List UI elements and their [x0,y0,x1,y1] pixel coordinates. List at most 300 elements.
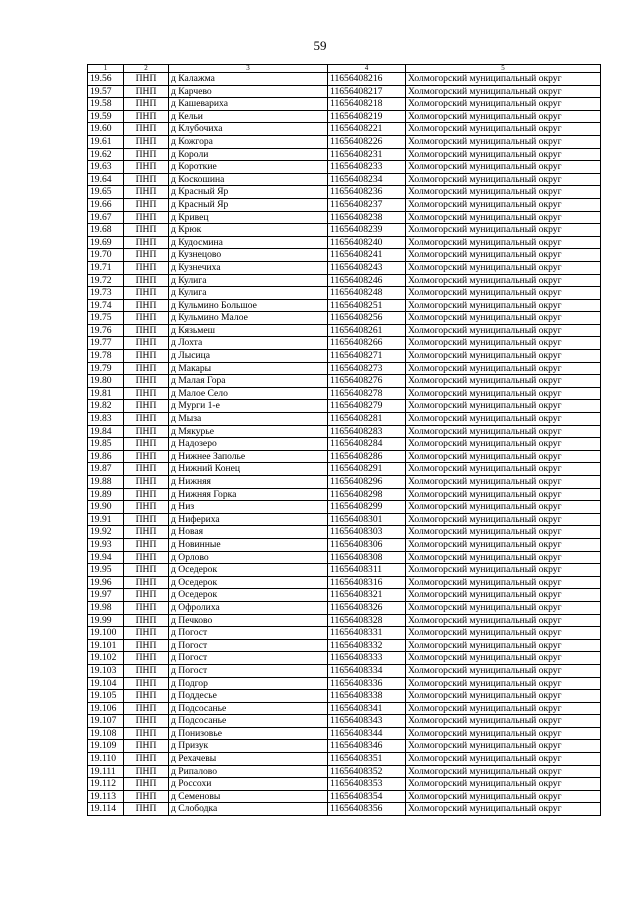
municipal-district-cell: Холмогорский муниципальный округ [406,727,601,740]
table-row [88,186,601,199]
settlement-type-cell: ПНП [124,400,169,413]
settlement-name-cell: д Подсосанье [169,715,328,728]
table-row [88,123,601,136]
table-row [88,652,601,665]
settlement-name-cell: д Оседерок [169,576,328,589]
settlement-type-cell: ПНП [124,110,169,123]
settlement-type-cell: ПНП [124,211,169,224]
settlement-name-cell: д Кашевариха [169,98,328,111]
settlement-type-cell: ПНП [124,123,169,136]
municipal-district-cell: Холмогорский муниципальный округ [406,186,601,199]
settlement-name-cell: д Кулига [169,287,328,300]
municipal-district-cell: Холмогорский муниципальный округ [406,261,601,274]
table-row [88,85,601,98]
settlement-name-cell: д Коскошина [169,173,328,186]
row-number-cell: 19.70 [88,249,124,262]
settlement-type-cell: ПНП [124,98,169,111]
settlement-type-cell: ПНП [124,261,169,274]
row-number-cell: 19.73 [88,287,124,300]
row-number-cell: 19.110 [88,753,124,766]
settlement-name-cell: д Рехачевы [169,753,328,766]
settlement-name-cell: д Семеновы [169,790,328,803]
row-number-cell: 19.74 [88,299,124,312]
municipal-district-cell: Холмогорский муниципальный округ [406,85,601,98]
row-number-cell: 19.63 [88,161,124,174]
oktmo-code-cell: 11656408266 [328,337,406,350]
table-row [88,589,601,602]
settlement-type-cell: ПНП [124,740,169,753]
table-row [88,702,601,715]
oktmo-code-cell: 11656408278 [328,387,406,400]
settlement-type-cell: ПНП [124,488,169,501]
settlement-name-cell: д Калажма [169,73,328,86]
table-row [88,576,601,589]
settlement-type-cell: ПНП [124,753,169,766]
table-row [88,450,601,463]
row-number-cell: 19.75 [88,312,124,325]
settlement-type-cell: ПНП [124,576,169,589]
municipal-district-cell: Холмогорский муниципальный округ [406,476,601,489]
settlement-type-cell: ПНП [124,425,169,438]
row-number-cell: 19.76 [88,324,124,337]
table-row [88,211,601,224]
settlement-name-cell: д Кульмино Большое [169,299,328,312]
table-row [88,73,601,86]
settlement-type-cell: ПНП [124,501,169,514]
settlement-type-cell: ПНП [124,299,169,312]
table-row [88,362,601,375]
table-row [88,261,601,274]
row-number-cell: 19.106 [88,702,124,715]
table-row [88,98,601,111]
municipal-district-cell: Холмогорский муниципальный округ [406,110,601,123]
settlement-name-cell: д Мурги 1-е [169,400,328,413]
oktmo-code-cell: 11656408239 [328,224,406,237]
oktmo-code-cell: 11656408238 [328,211,406,224]
table-row [88,690,601,703]
settlement-type-cell: ПНП [124,551,169,564]
oktmo-code-cell: 11656408356 [328,803,406,816]
table-row [88,463,601,476]
settlement-name-cell: д Лысица [169,350,328,363]
municipal-district-cell: Холмогорский муниципальный округ [406,287,601,300]
settlement-name-cell: д Карчево [169,85,328,98]
row-number-cell: 19.66 [88,198,124,211]
settlement-type-cell: ПНП [124,186,169,199]
row-number-cell: 19.61 [88,135,124,148]
settlement-name-cell: д Печково [169,614,328,627]
settlement-type-cell: ПНП [124,249,169,262]
row-number-cell: 19.69 [88,236,124,249]
settlement-name-cell: д Новинные [169,538,328,551]
settlement-type-cell: ПНП [124,765,169,778]
table-row [88,601,601,614]
oktmo-code-cell: 11656408241 [328,249,406,262]
oktmo-code-cell: 11656408334 [328,664,406,677]
row-number-cell: 19.86 [88,450,124,463]
settlement-type-cell: ПНП [124,287,169,300]
oktmo-code-cell: 11656408306 [328,538,406,551]
oktmo-code-cell: 11656408301 [328,513,406,526]
oktmo-code-cell: 11656408303 [328,526,406,539]
table-row [88,375,601,388]
table-row [88,664,601,677]
oktmo-code-cell: 11656408341 [328,702,406,715]
municipal-district-cell: Холмогорский муниципальный округ [406,702,601,715]
settlement-name-cell: д Мякурье [169,425,328,438]
settlement-name-cell: д Клубочиха [169,123,328,136]
column-number: 3 [169,65,328,73]
municipal-district-cell: Холмогорский муниципальный округ [406,337,601,350]
municipal-district-cell: Холмогорский муниципальный округ [406,463,601,476]
oktmo-code-cell: 11656408343 [328,715,406,728]
table-row [88,727,601,740]
row-number-cell: 19.111 [88,765,124,778]
settlement-type-cell: ПНП [124,387,169,400]
row-number-cell: 19.113 [88,790,124,803]
settlement-name-cell: д Малая Гора [169,375,328,388]
municipal-district-cell: Холмогорский муниципальный округ [406,236,601,249]
row-number-cell: 19.90 [88,501,124,514]
table-row [88,677,601,690]
oktmo-code-cell: 11656408281 [328,413,406,426]
table-row [88,198,601,211]
row-number-cell: 19.104 [88,677,124,690]
oktmo-code-cell: 11656408261 [328,324,406,337]
row-number-cell: 19.87 [88,463,124,476]
oktmo-code-cell: 11656408256 [328,312,406,325]
oktmo-code-cell: 11656408331 [328,627,406,640]
oktmo-code-cell: 11656408240 [328,236,406,249]
municipal-district-cell: Холмогорский муниципальный округ [406,123,601,136]
settlement-name-cell: д Россохи [169,778,328,791]
oktmo-code-cell: 11656408296 [328,476,406,489]
row-number-cell: 19.94 [88,551,124,564]
oktmo-code-cell: 11656408279 [328,400,406,413]
settlement-name-cell: д Кудосмина [169,236,328,249]
settlement-name-cell: д Подгор [169,677,328,690]
row-number-cell: 19.68 [88,224,124,237]
settlement-name-cell: д Слободка [169,803,328,816]
municipal-district-cell: Холмогорский муниципальный округ [406,198,601,211]
oktmo-code-cell: 11656408351 [328,753,406,766]
row-number-cell: 19.98 [88,601,124,614]
municipal-district-cell: Холмогорский муниципальный округ [406,715,601,728]
table-row [88,148,601,161]
oktmo-code-cell: 11656408243 [328,261,406,274]
oktmo-code-cell: 11656408344 [328,727,406,740]
oktmo-code-cell: 11656408236 [328,186,406,199]
oktmo-code-cell: 11656408226 [328,135,406,148]
municipal-district-cell: Холмогорский муниципальный округ [406,765,601,778]
table-row [88,501,601,514]
row-number-cell: 19.89 [88,488,124,501]
row-number-cell: 19.62 [88,148,124,161]
settlement-type-cell: ПНП [124,85,169,98]
oktmo-code-cell: 11656408326 [328,601,406,614]
oktmo-code-cell: 11656408316 [328,576,406,589]
row-number-cell: 19.92 [88,526,124,539]
row-number-cell: 19.80 [88,375,124,388]
row-number-cell: 19.101 [88,639,124,652]
municipal-district-cell: Холмогорский муниципальный округ [406,790,601,803]
municipal-district-cell: Холмогорский муниципальный округ [406,387,601,400]
settlement-name-cell: д Поддесье [169,690,328,703]
settlement-name-cell: д Призук [169,740,328,753]
row-number-cell: 19.103 [88,664,124,677]
settlement-name-cell: д Малое Село [169,387,328,400]
row-number-cell: 19.112 [88,778,124,791]
row-number-cell: 19.65 [88,186,124,199]
table-row [88,425,601,438]
municipal-district-cell: Холмогорский муниципальный округ [406,450,601,463]
settlement-name-cell: д Кулига [169,274,328,287]
table-row [88,274,601,287]
table-row [88,538,601,551]
row-number-cell: 19.64 [88,173,124,186]
municipal-district-cell: Холмогорский муниципальный округ [406,664,601,677]
municipal-district-cell: Холмогорский муниципальный округ [406,211,601,224]
column-number: 2 [124,65,169,73]
oktmo-code-cell: 11656408233 [328,161,406,174]
oktmo-code-cell: 11656408248 [328,287,406,300]
settlement-type-cell: ПНП [124,526,169,539]
oktmo-code-cell: 11656408271 [328,350,406,363]
settlements-table [87,64,601,816]
oktmo-code-cell: 11656408328 [328,614,406,627]
oktmo-code-cell: 11656408284 [328,438,406,451]
municipal-district-cell: Холмогорский муниципальный округ [406,312,601,325]
oktmo-code-cell: 11656408218 [328,98,406,111]
table-row [88,438,601,451]
oktmo-code-cell: 11656408308 [328,551,406,564]
settlement-type-cell: ПНП [124,778,169,791]
oktmo-code-cell: 11656408273 [328,362,406,375]
settlement-name-cell: д Короткие [169,161,328,174]
settlement-type-cell: ПНП [124,324,169,337]
settlement-type-cell: ПНП [124,161,169,174]
municipal-district-cell: Холмогорский муниципальный округ [406,677,601,690]
oktmo-code-cell: 11656408219 [328,110,406,123]
municipal-district-cell: Холмогорский муниципальный округ [406,614,601,627]
settlement-name-cell: д Погост [169,664,328,677]
municipal-district-cell: Холмогорский муниципальный округ [406,438,601,451]
row-number-cell: 19.105 [88,690,124,703]
table-row [88,639,601,652]
page-number: 59 [313,38,327,53]
oktmo-code-cell: 11656408333 [328,652,406,665]
column-number: 5 [406,65,601,73]
oktmo-code-cell: 11656408216 [328,73,406,86]
settlement-name-cell: д Кязьмеш [169,324,328,337]
municipal-district-cell: Холмогорский муниципальный округ [406,299,601,312]
settlement-name-cell: д Оседерок [169,564,328,577]
settlement-name-cell: д Погост [169,652,328,665]
table-row [88,476,601,489]
row-number-cell: 19.97 [88,589,124,602]
settlement-name-cell: д Красный Яр [169,186,328,199]
row-number-cell: 19.100 [88,627,124,640]
municipal-district-cell: Холмогорский муниципальный округ [406,148,601,161]
oktmo-code-cell: 11656408237 [328,198,406,211]
settlement-name-cell: д Красный Яр [169,198,328,211]
settlement-name-cell: д Офролиха [169,601,328,614]
row-number-cell: 19.93 [88,538,124,551]
oktmo-code-cell: 11656408354 [328,790,406,803]
settlement-type-cell: ПНП [124,236,169,249]
municipal-district-cell: Холмогорский муниципальный округ [406,753,601,766]
oktmo-code-cell: 11656408246 [328,274,406,287]
oktmo-code-cell: 11656408299 [328,501,406,514]
table-row [88,488,601,501]
settlement-name-cell: д Погост [169,639,328,652]
settlement-type-cell: ПНП [124,148,169,161]
table-row [88,803,601,816]
municipal-district-cell: Холмогорский муниципальный округ [406,551,601,564]
settlement-name-cell: д Кожгора [169,135,328,148]
oktmo-code-cell: 11656408346 [328,740,406,753]
row-number-cell: 19.108 [88,727,124,740]
settlement-name-cell: д Нижняя [169,476,328,489]
settlement-name-cell: д Короли [169,148,328,161]
settlement-type-cell: ПНП [124,715,169,728]
settlement-type-cell: ПНП [124,652,169,665]
municipal-district-cell: Холмогорский муниципальный округ [406,98,601,111]
municipal-district-cell: Холмогорский муниципальный округ [406,740,601,753]
row-number-cell: 19.88 [88,476,124,489]
table-row [88,350,601,363]
municipal-district-cell: Холмогорский муниципальный округ [406,803,601,816]
row-number-cell: 19.60 [88,123,124,136]
settlement-type-cell: ПНП [124,350,169,363]
oktmo-code-cell: 11656408251 [328,299,406,312]
settlement-name-cell: д Погост [169,627,328,640]
municipal-district-cell: Холмогорский муниципальный округ [406,652,601,665]
table-row [88,778,601,791]
oktmo-code-cell: 11656408353 [328,778,406,791]
table-row [88,249,601,262]
row-number-cell: 19.107 [88,715,124,728]
settlement-type-cell: ПНП [124,614,169,627]
row-number-cell: 19.56 [88,73,124,86]
settlement-name-cell: д Крюк [169,224,328,237]
settlement-type-cell: ПНП [124,664,169,677]
municipal-district-cell: Холмогорский муниципальный округ [406,362,601,375]
table-row [88,790,601,803]
oktmo-code-cell: 11656408276 [328,375,406,388]
municipal-district-cell: Холмогорский муниципальный округ [406,501,601,514]
settlement-type-cell: ПНП [124,274,169,287]
oktmo-code-cell: 11656408336 [328,677,406,690]
settlement-type-cell: ПНП [124,513,169,526]
settlement-type-cell: ПНП [124,73,169,86]
column-number-row [88,65,601,73]
settlement-type-cell: ПНП [124,690,169,703]
settlement-name-cell: д Кульмино Малое [169,312,328,325]
settlement-name-cell: д Нижнее Заполье [169,450,328,463]
row-number-cell: 19.96 [88,576,124,589]
table-row [88,110,601,123]
row-number-cell: 19.82 [88,400,124,413]
oktmo-code-cell: 11656408332 [328,639,406,652]
settlement-name-cell: д Нижняя Горка [169,488,328,501]
row-number-cell: 19.91 [88,513,124,526]
oktmo-code-cell: 11656408338 [328,690,406,703]
oktmo-code-cell: 11656408298 [328,488,406,501]
settlement-name-cell: д Макары [169,362,328,375]
row-number-cell: 19.102 [88,652,124,665]
row-number-cell: 19.58 [88,98,124,111]
column-number: 1 [88,65,124,73]
table-row [88,312,601,325]
municipal-district-cell: Холмогорский муниципальный округ [406,589,601,602]
oktmo-code-cell: 11656408286 [328,450,406,463]
row-number-cell: 19.72 [88,274,124,287]
oktmo-code-cell: 11656408221 [328,123,406,136]
municipal-district-cell: Холмогорский муниципальный округ [406,350,601,363]
municipal-district-cell: Холмогорский муниципальный округ [406,564,601,577]
municipal-district-cell: Холмогорский муниципальный округ [406,690,601,703]
municipal-district-cell: Холмогорский муниципальный округ [406,400,601,413]
settlement-name-cell: д Нижний Конец [169,463,328,476]
table-row [88,614,601,627]
settlement-type-cell: ПНП [124,337,169,350]
settlement-type-cell: ПНП [124,438,169,451]
row-number-cell: 19.83 [88,413,124,426]
oktmo-code-cell: 11656408231 [328,148,406,161]
settlement-name-cell: д Кузнецово [169,249,328,262]
municipal-district-cell: Холмогорский муниципальный округ [406,425,601,438]
row-number-cell: 19.59 [88,110,124,123]
table-row [88,526,601,539]
settlement-name-cell: д Мыза [169,413,328,426]
row-number-cell: 19.79 [88,362,124,375]
settlement-type-cell: ПНП [124,362,169,375]
table-row [88,564,601,577]
settlement-name-cell: д Оседерок [169,589,328,602]
municipal-district-cell: Холмогорский муниципальный округ [406,526,601,539]
column-number: 4 [328,65,406,73]
municipal-district-cell: Холмогорский муниципальный округ [406,173,601,186]
settlement-type-cell: ПНП [124,375,169,388]
settlement-name-cell: д Надозеро [169,438,328,451]
oktmo-code-cell: 11656408217 [328,85,406,98]
municipal-district-cell: Холмогорский муниципальный округ [406,135,601,148]
table-row [88,753,601,766]
settlement-type-cell: ПНП [124,450,169,463]
row-number-cell: 19.67 [88,211,124,224]
settlement-type-cell: ПНП [124,135,169,148]
table-row [88,324,601,337]
oktmo-code-cell: 11656408321 [328,589,406,602]
settlement-name-cell: д Подсосанье [169,702,328,715]
municipal-district-cell: Холмогорский муниципальный округ [406,576,601,589]
municipal-district-cell: Холмогорский муниципальный округ [406,538,601,551]
row-number-cell: 19.57 [88,85,124,98]
row-number-cell: 19.71 [88,261,124,274]
table-row [88,287,601,300]
row-number-cell: 19.109 [88,740,124,753]
municipal-district-cell: Холмогорский муниципальный округ [406,224,601,237]
municipal-district-cell: Холмогорский муниципальный округ [406,324,601,337]
table-row [88,135,601,148]
settlement-name-cell: д Низ [169,501,328,514]
settlement-name-cell: д Нифериха [169,513,328,526]
settlement-name-cell: д Орлово [169,551,328,564]
table-row [88,337,601,350]
row-number-cell: 19.84 [88,425,124,438]
settlement-type-cell: ПНП [124,312,169,325]
